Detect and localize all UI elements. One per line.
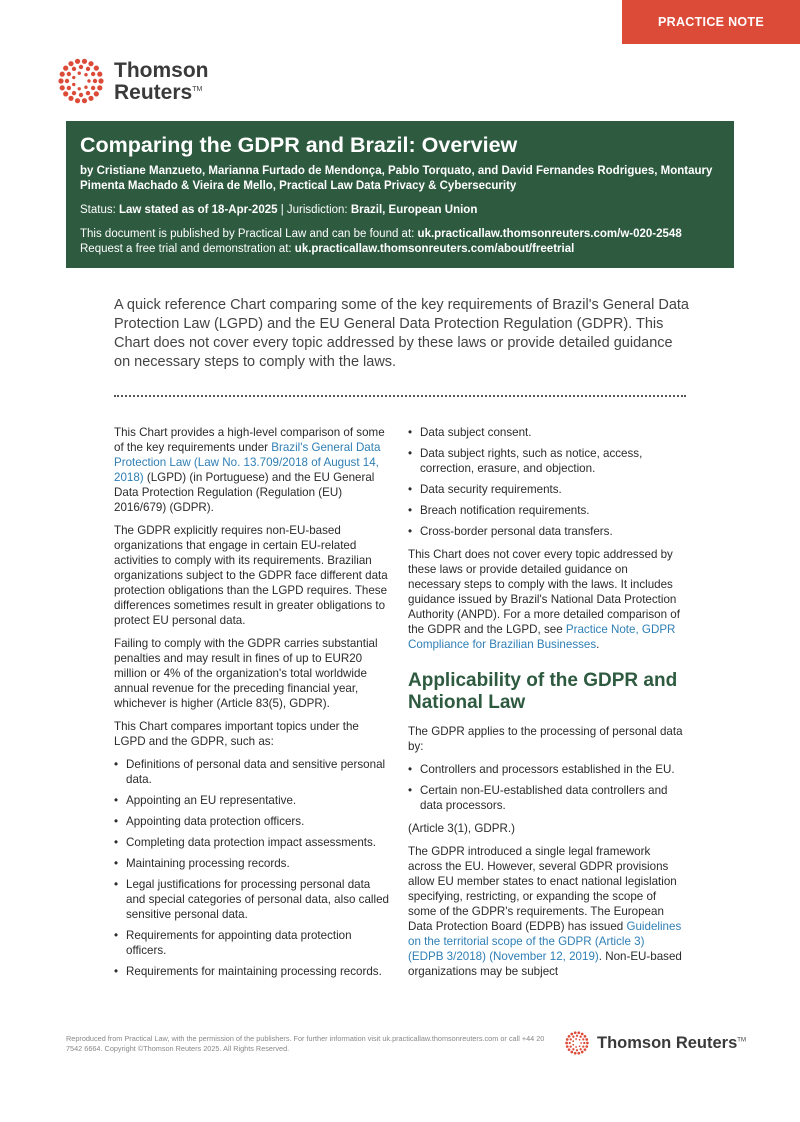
logo-dot xyxy=(68,61,73,66)
logo-dot xyxy=(86,91,90,95)
status-label: Status: xyxy=(80,204,119,216)
logo-dot xyxy=(584,1048,587,1051)
logo-dot xyxy=(75,59,80,64)
thomson-reuters-dot-ring-icon xyxy=(56,56,106,106)
logo-wordmark xyxy=(114,58,209,104)
list-item: • Breach notification requirements. xyxy=(408,503,683,518)
logo-dot xyxy=(577,1031,580,1034)
list-item: • Data subject rights, such as notice, access, correction, erasure, and objection. xyxy=(408,446,683,476)
logo-dot xyxy=(94,91,99,96)
logo-dot xyxy=(574,1031,577,1034)
status-separator: | xyxy=(277,204,287,216)
logo-dot xyxy=(583,1042,585,1044)
logo-dot xyxy=(86,67,90,71)
logo-dot xyxy=(67,86,71,90)
practice-note-link[interactable]: Practice Note, GDPR Compliance for Brazilian Businesses xyxy=(408,623,676,651)
section-heading: Applicability of the GDPR and National Law xyxy=(408,670,678,713)
trademark: TM xyxy=(192,85,203,93)
list-item: • Appointing an EU representative. xyxy=(114,793,389,808)
logo-dot xyxy=(579,1048,581,1050)
logo-dot xyxy=(79,65,83,69)
logo-dot xyxy=(68,96,73,101)
logo-dot xyxy=(584,1035,587,1038)
logo-dot xyxy=(63,66,68,71)
status-line xyxy=(80,204,720,216)
logo-dot xyxy=(579,1039,581,1041)
logo-dot xyxy=(576,1049,578,1051)
edpb-guidelines-link[interactable]: Guidelines on the territorial scope of the GDPR (Article 3) (EDPB 3/2018) (November 12, 2019) xyxy=(408,920,682,963)
topics-list xyxy=(114,757,389,979)
list-item: • Completing data protection impact assessments. xyxy=(114,835,389,850)
paragraph: (Article 3(1), GDPR.) xyxy=(408,822,515,835)
paragraph: Failing to comply with the GDPR carries substantial penalties and may result in fines of up to EUR20 million or 4% of the organization's total worldwide annual revenue for the preceding financial year, whichever is higher (Article 83(5), GDPR). xyxy=(114,637,378,710)
logo-dot xyxy=(79,93,83,97)
logo-dot xyxy=(570,1038,572,1040)
logo-dot xyxy=(60,85,65,90)
logo-dot xyxy=(581,1033,584,1036)
list-item: • Legal justifications for processing personal data and special categories of personal data, also called sensitive personal data. xyxy=(114,877,389,922)
logo-dot xyxy=(572,1048,574,1050)
logo-dot xyxy=(575,1038,577,1040)
document-header xyxy=(66,121,734,268)
logo-dot xyxy=(87,79,90,82)
logo-dot xyxy=(569,1042,571,1044)
logo-dot xyxy=(93,79,97,83)
right-column xyxy=(408,425,683,987)
logo-dot xyxy=(60,72,65,77)
footer-copyright: Reproduced from Practical Law, with the permission of the publishers. For further information visit uk.practicallaw.thomsonreuters.com or call +44 20 7542 6664. Copyright ©Thomson Reuters 2025. All Rights Reserved. xyxy=(66,1034,545,1053)
topics-list-continued xyxy=(408,425,683,539)
logo-dot xyxy=(570,1045,572,1047)
list-item: • Maintaining processing records. xyxy=(114,856,389,871)
list-item: • Data subject consent. xyxy=(408,425,683,440)
logo-dot xyxy=(67,72,71,76)
logo-dot xyxy=(84,86,87,89)
logo-dot xyxy=(84,73,87,76)
logo-dot xyxy=(72,83,75,86)
practice-note-badge: PRACTICE NOTE xyxy=(622,0,800,44)
logo-dot xyxy=(585,1038,588,1041)
status-value: Law stated as of 18-Apr-2025 xyxy=(119,204,278,216)
logo-dot xyxy=(572,1044,574,1046)
thomson-reuters-logo[interactable] xyxy=(56,56,209,106)
paragraph: The GDPR explicitly requires non-EU-based organizations that engage in certain EU-related activities to comply with its requirements. Brazilian organizations subject to the GDPR face different data protection obligations than the LGPD requires. These differences sometimes result in greater obligations to protect EU personal data. xyxy=(114,524,388,627)
logo-line-1: Thomson xyxy=(114,58,209,82)
logo-dot xyxy=(72,91,76,95)
logo-dot xyxy=(582,1038,584,1040)
logo-dot xyxy=(97,85,102,90)
paragraph: This Chart provides a high-level comparison of some of the key requirements under Brazil's General Data Protection Law (Law No. 13.709/2018 of August 14, 2018) (LGPD) (in Portuguese) and the EU General Data Protection Regulation (Regulation (EU) 2016/679) (GDPR). xyxy=(114,426,385,514)
logo-dot xyxy=(82,59,87,64)
logo-dot xyxy=(78,87,81,90)
logo-line-2: Reuters™ xyxy=(114,80,203,104)
paragraph: This Chart does not cover every topic addressed by these laws or provide detailed guidance on necessary steps to comply with the laws. It includes guidance issued by Brazil's National Data Protection Authority (ANPD). For a more detailed comparison of the GDPR and the LGPD, see Practice Note, GDPR Compliance for Brazilian Businesses. xyxy=(408,548,680,651)
free-trial-text: Request a free trial and demonstration at: xyxy=(80,243,295,255)
list-item: • Certain non-EU-established data controllers and data processors. xyxy=(408,783,683,813)
logo-dot xyxy=(72,76,75,79)
list-item: • Appointing data protection officers. xyxy=(114,814,389,829)
dotted-divider xyxy=(114,395,686,397)
left-column xyxy=(114,425,389,987)
logo-dot xyxy=(91,72,95,76)
logo-dot xyxy=(582,1045,584,1047)
document-authors: by Cristiane Manzueto, Marianna Furtado de Mendonça, Pablo Torquato, and David Fernandes Rodrigues, Montaury Pimenta Machado & Vieira de Mello, Practical Law Data Privacy & Cybersecurity xyxy=(80,165,713,192)
logo-dot xyxy=(576,1035,578,1037)
list-item: • Cross-border personal data transfers. xyxy=(408,524,683,539)
logo-dot xyxy=(94,66,99,71)
jurisdiction-label: Jurisdiction: xyxy=(286,204,351,216)
trademark: TM xyxy=(737,1037,746,1043)
publication-info xyxy=(80,227,720,257)
logo-dot xyxy=(88,61,93,66)
logo-dot xyxy=(97,72,102,77)
footer-logo[interactable] xyxy=(564,1030,746,1056)
logo-dot xyxy=(575,1046,577,1048)
logo-dot xyxy=(78,72,81,75)
document-url-link[interactable]: uk.practicallaw.thomsonreuters.com/w-020-2548 xyxy=(417,228,682,240)
publication-text: This document is published by Practical Law and can be found at: xyxy=(80,228,418,240)
paragraph: The GDPR introduced a single legal framework across the EU. However, several GDPR provisions allow EU member states to enact national legislation specifying, restricting, or expanding the scope of some of the GDPR's requirements. The European Data Protection Board (EDPB) has issued Guidelines on the territorial scope of the GDPR (Article 3) (EDPB 3/2018) (November 12, 2019). Non-EU-based organizations may be subject xyxy=(408,845,682,978)
list-item: • Controllers and processors established in the EU. xyxy=(408,762,683,777)
applicability-list xyxy=(408,762,683,813)
list-item: • Data security requirements. xyxy=(408,482,683,497)
logo-dot xyxy=(82,98,87,103)
logo-dot xyxy=(586,1042,589,1045)
logo-dot xyxy=(565,1042,568,1045)
logo-dot xyxy=(570,1051,573,1054)
document-title: Comparing the GDPR and Brazil: Overview xyxy=(80,133,518,157)
logo-dot xyxy=(572,1040,574,1042)
logo-dot xyxy=(572,1036,574,1038)
logo-dot xyxy=(566,1038,569,1041)
logo-dot xyxy=(98,78,103,83)
logo-dot xyxy=(581,1051,584,1054)
free-trial-url-link[interactable]: uk.practicallaw.thomsonreuters.com/about/freetrial xyxy=(294,243,575,255)
logo-dot xyxy=(566,1045,569,1048)
list-item: • Requirements for appointing data protection officers. xyxy=(114,928,389,958)
logo-dot xyxy=(570,1033,573,1036)
logo-dot xyxy=(577,1052,580,1055)
jurisdiction-value: Brazil, European Union xyxy=(350,204,478,216)
logo-dot xyxy=(72,67,76,71)
logo-dot xyxy=(91,86,95,90)
logo-dot xyxy=(574,1052,577,1055)
logo-dot xyxy=(568,1035,571,1038)
logo-dot xyxy=(65,79,69,83)
logo-dot xyxy=(579,1036,581,1038)
logo-dot xyxy=(58,78,63,83)
logo-dot xyxy=(585,1045,588,1048)
paragraph: The GDPR applies to the processing of personal data by: xyxy=(408,725,683,753)
list-item: • Definitions of personal data and sensitive personal data. xyxy=(114,757,389,787)
logo-dot xyxy=(75,98,80,103)
paragraph: This Chart compares important topics under the LGPD and the GDPR, such as: xyxy=(114,720,359,748)
lgpd-law-link[interactable]: Brazil's General Data Protection Law (Law No. 13.709/2018 of August 14, 2018) xyxy=(114,441,381,484)
logo-dot xyxy=(568,1048,571,1051)
logo-dot xyxy=(579,1045,581,1047)
logo-dot xyxy=(88,96,93,101)
list-item: • Requirements for maintaining processing records. xyxy=(114,964,389,979)
logo-dot xyxy=(580,1042,582,1044)
logo-dot xyxy=(63,91,68,96)
intro-summary: A quick reference Chart comparing some of the key requirements of Brazil's General Data Protection Law (LGPD) and the EU General Data Protection Regulation (GDPR). This Chart does not cover every topic addressed by these laws or provide detailed guidance on necessary steps to comply with the laws. xyxy=(114,297,689,370)
footer-logo-wordmark: Thomson Reuters™ xyxy=(597,1033,746,1052)
thomson-reuters-dot-ring-icon xyxy=(564,1030,590,1056)
